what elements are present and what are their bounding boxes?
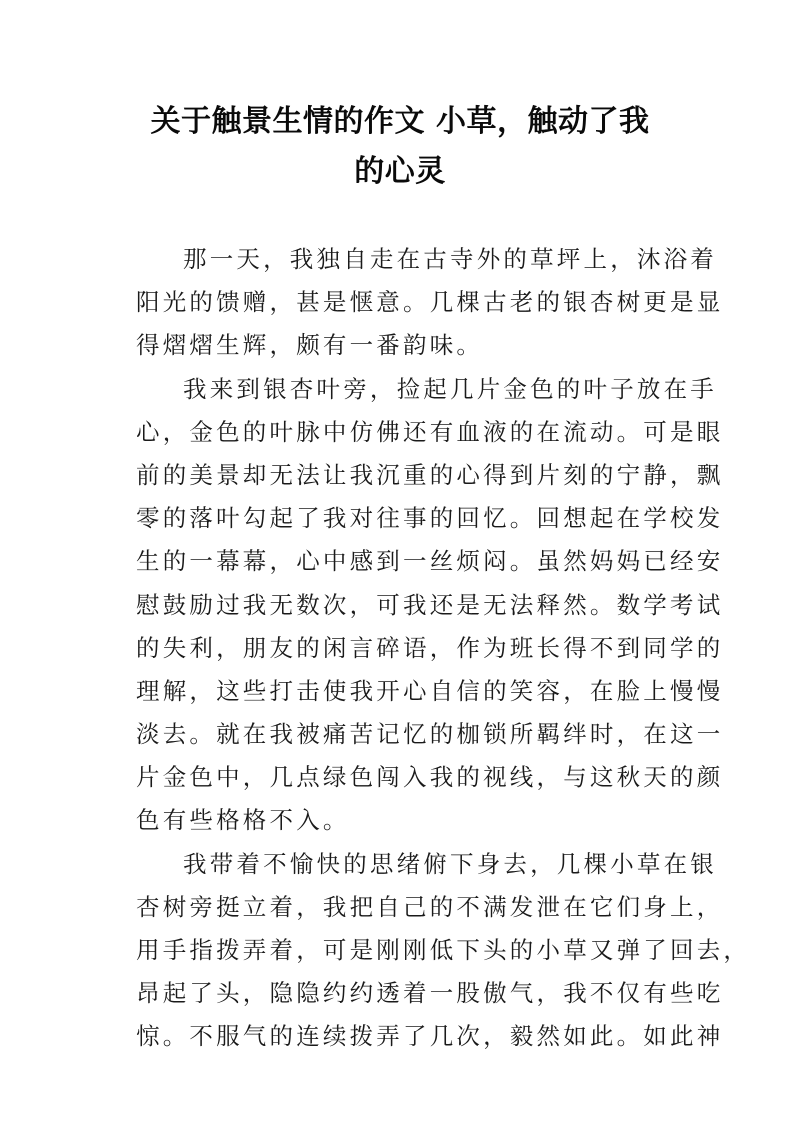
paragraph-3 <box>136 843 751 1059</box>
paragraph-line: 前的美景却无法让我沉重的心得到片刻的宁静，飘 <box>136 460 724 489</box>
paragraph-line: 零的落叶勾起了我对往事的回忆。回想起在学校发 <box>136 504 724 533</box>
paragraph-line: 心，金色的叶脉中仿佛还有血液的在流动。可是眼 <box>136 417 724 446</box>
paragraph-line: 慰鼓励过我无数次，可我还是无法释然。数学考试 <box>136 590 724 619</box>
paragraph-line: 昂起了头，隐隐约约透着一股傲气，我不仅有些吃 <box>136 979 724 1008</box>
paragraph-line: 生的一幕幕，心中感到一丝烦闷。虽然妈妈已经安 <box>136 547 724 576</box>
paragraph-line: 杏树旁挺立着，我把自己的不满发泄在它们身上， <box>136 892 724 921</box>
paragraph-line: 阳光的馈赠，甚是惬意。几棵古老的银杏树更是显 <box>136 288 724 317</box>
title-line-2: 的心灵 <box>354 154 446 189</box>
paragraph-1 <box>136 238 724 368</box>
paragraph-line: 色有些格格不入。 <box>136 806 350 835</box>
document-title <box>100 97 700 197</box>
paragraph-line: 片金色中，几点绿色闯入我的视线，与这秋天的颜 <box>136 763 724 792</box>
paragraph-line: 我带着不愉快的思绪俯下身去，几棵小草在银 <box>183 849 717 878</box>
paragraph-line: 那一天，我独自走在古寺外的草坪上，沐浴着 <box>183 245 717 273</box>
paragraph-2 <box>136 368 724 843</box>
paragraph-line: 理解，这些打击使我开心自信的笑容，在脸上慢慢 <box>136 676 724 705</box>
paragraph-line: 用手指拨弄着，可是刚刚低下头的小草又弹了回去， <box>136 936 751 964</box>
paragraph-line: 惊。不服气的连续拨弄了几次，毅然如此。如此神 <box>136 1022 724 1051</box>
title-line-1: 关于触景生情的作文 小草，触动了我 <box>150 104 650 139</box>
paragraph-line: 淡去。就在我被痛苦记忆的枷锁所羁绊时，在这一 <box>136 720 724 749</box>
paragraph-line: 我来到银杏叶旁，捡起几片金色的叶子放在手 <box>183 374 717 403</box>
paragraph-line: 得熠熠生辉，颇有一番韵味。 <box>136 331 484 360</box>
document-body <box>136 238 751 1059</box>
paragraph-line: 的失利，朋友的闲言碎语，作为班长得不到同学的 <box>136 633 724 662</box>
